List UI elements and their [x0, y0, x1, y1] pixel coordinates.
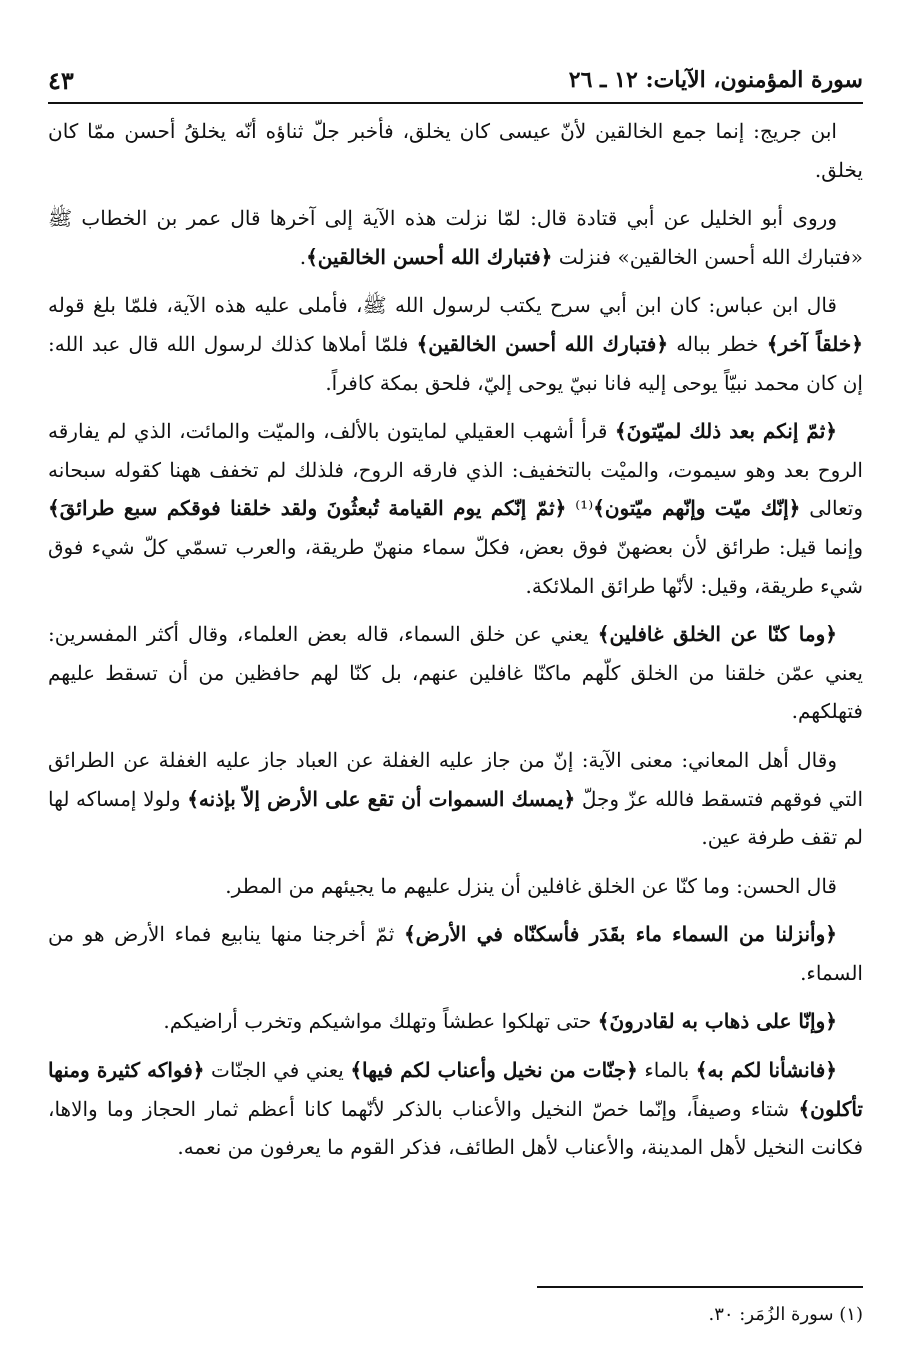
quran-quote: ﴿ثمّ إنكم بعد ذلك لميّتونَ﴾: [614, 419, 837, 444]
paragraph: [48, 412, 863, 605]
quran-quote: ﴿وأنزلنا من السماء ماء بقَدَر فأسكنّاه في الأرض﴾: [403, 922, 837, 947]
text-run: يعني في الجنّات: [204, 1058, 351, 1083]
text-run: شتاء وصيفاً، وإنّما خصّ النخيل والأعناب بالذكر لأنّهما كانا أعظم ثمار الحجاز وما والاها، فكانت النخيل لأهل المدينة، والأعناب لأهل الطائف، فذكر القوم ما يعرفون من نعمه.: [48, 1096, 863, 1160]
quran-quote: ﴿إنّك ميّت وإنّهم ميّتون﴾: [593, 496, 801, 521]
text-run: يعني عن خلق السماء، قاله بعض العلماء، وقال أكثر المفسرين: يعني عمّن خلقنا من الخلق كلّهم ماكنّا غافلين عنهم، بل كنّا لهم حافظين من أن تسقط عليهم فتهلكهم.: [48, 622, 863, 724]
text-run: وقال أهل المعاني: معنى الآية: إنّ من جاز عليه الغفلة عن العباد جاز عليه الغفلة عن الطرائق التي فوقهم فتسقط فالله عزّ وجلّ: [48, 747, 863, 811]
paragraph: [48, 1051, 863, 1167]
quran-quote: ﴿فانشأنا لكم به﴾: [695, 1058, 838, 1083]
quran-quote: ﴿جنّات من نخيل وأعناب لكم فيها﴾: [350, 1058, 638, 1083]
paragraph: [48, 112, 863, 189]
quran-quote: ﴿يمسك السموات أن تقع على الأرض إلاّ بإذنه﴾: [187, 786, 576, 811]
quran-quote: ﴿خلقاً آخر﴾: [766, 331, 863, 356]
text-run: .: [299, 244, 307, 269]
page-number: ٤٣: [48, 65, 74, 95]
text-run: خطر بباله: [668, 331, 767, 356]
footnote: (١) سورة الزُمَر: ٣٠.: [708, 1304, 863, 1325]
page-header: [48, 58, 863, 104]
text-run: ابن جريج: إنما جمع الخالقين لأنّ عيسى كان يخلق، فأخبر جلّ ثناؤه أنّه يخلقُ أحسن ممّا كان يخلق.: [48, 119, 863, 182]
text-run: ⁽¹⁾: [566, 496, 594, 521]
quran-quote: ﴿ثمّ إنّكم يوم القيامة تُبعثُونَ ولقد خلقنا فوقكم سبع طرائقَ﴾: [48, 496, 567, 521]
paragraph: [48, 615, 863, 731]
text-run: قال الحسن: وما كنّا عن الخلق غافلين أن ينزل عليهم ما يجيئهم من المطر.: [225, 873, 837, 898]
quran-quote: ﴿فتبارك الله أحسن الخالقين﴾: [306, 244, 553, 269]
text-run: قال ابن عباس: كان ابن أبي سرح يكتب لرسول الله ﷺ، فأملى عليه هذه الآية، فلمّا بلغ قوله: [48, 293, 837, 318]
text-run: ولولا إمساكه لها لم تقف طرفة عين.: [48, 786, 863, 850]
paragraph: [48, 1002, 863, 1041]
text-run: بالماء: [637, 1058, 696, 1083]
text-run: وروى أبو الخليل عن أبي قتادة قال: لمّا نزلت هذه الآية إلى آخرها قال عمر بن الخطاب ﷺ «فتبارك الله أحسن الخالقين» فنزلت: [48, 206, 863, 269]
text-run: قرأ أشهب العقيلي لمايتون بالألف، والميّت والمائت، الذي لم يفارقه الروح بعد وهو سيموت، والميْت بالتخفيف: الذي فارقه الروح، فلذلك لم تخفف ههنا كقوله سبحانه وتعالى: [48, 419, 863, 521]
text-run: حتى تهلكوا عطشاً وتهلك مواشيكم وتخرب أراضيكم.: [163, 1009, 598, 1034]
paragraph: [48, 199, 863, 276]
text-run: ثمّ أخرجنا منها ينابيع فماء الأرض هو من السماء.: [48, 922, 863, 985]
text-run: فلمّا أملاها كذلك لرسول الله قال عبد الله: إن كان محمد نبيّاً يوحى إليه فانا نبيّ يوحى إليّ، فلحق بمكة كافراً.: [48, 331, 863, 395]
page-body: [48, 112, 863, 1177]
quran-quote: ﴿وإنّا على ذهاب به لقادرونَ﴾: [597, 1009, 837, 1034]
paragraph: [48, 867, 863, 906]
quran-quote: ﴿فتبارك الله أحسن الخالقين﴾: [416, 331, 669, 356]
footnote-divider: [537, 1286, 863, 1288]
paragraph: [48, 915, 863, 992]
running-title: سورة المؤمنون، الآيات: ١٢ ـ ٢٦: [568, 67, 863, 93]
quran-quote: ﴿وما كنّا عن الخلق غافلين﴾: [597, 622, 837, 647]
paragraph: [48, 741, 863, 857]
quran-quote: ﴿فواكه كثيرة ومنها تأكلون﴾: [48, 1058, 863, 1121]
text-run: وإنما قيل: طرائق لأن بعضهنّ فوق بعض، فكلّ سماء منهنّ طريقة، والعرب تسمّي كلّ شيء فوق شيء طريقة، وقيل: لأنّها طرائق الملائكة.: [48, 534, 863, 598]
paragraph: [48, 286, 863, 402]
